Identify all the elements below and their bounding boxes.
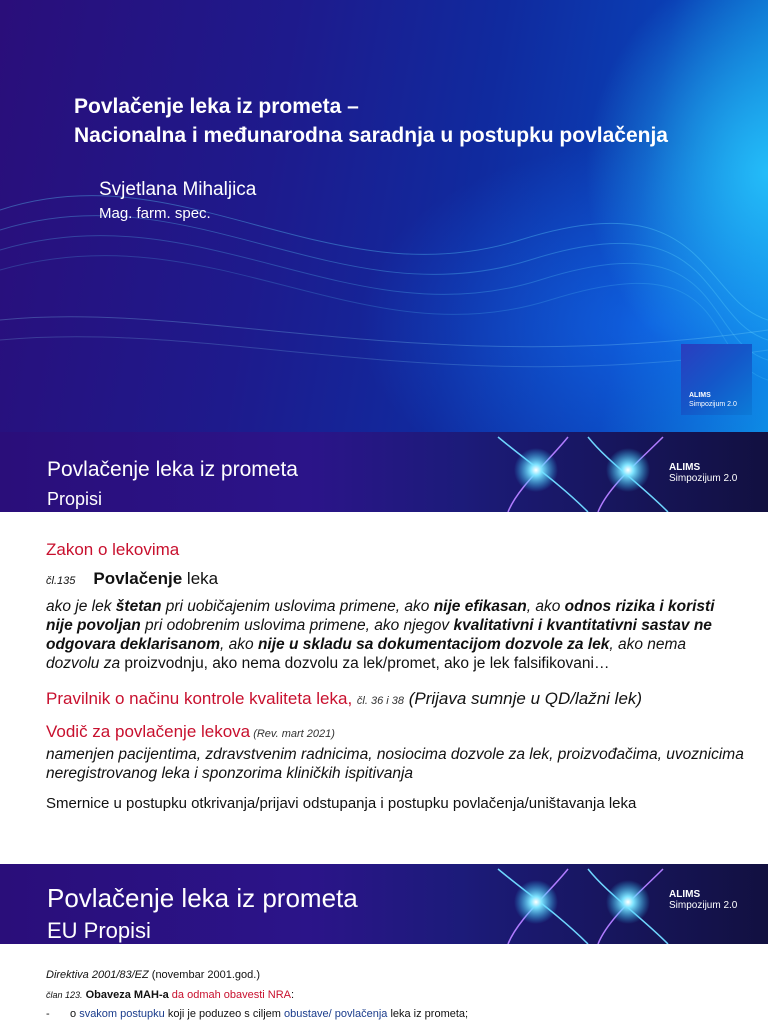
rulebook-note: (Prijava sumnje u QD/lažni lek) (403, 689, 643, 708)
guide-line (46, 722, 335, 742)
article-rest: leka (182, 569, 219, 588)
bullet-highlight-1: svakom postupku (79, 1008, 165, 1020)
guide-title: Vodič za povlačenje lekova (46, 722, 251, 741)
presentation-title (74, 92, 668, 150)
logo-line-2: Simpozijum 2.0 (689, 401, 737, 408)
article-heading (46, 569, 218, 589)
cond-bold-4: kvalitativni i kvantitativni sastav ne odgovara deklarisanom (46, 617, 712, 653)
directive-name: Direktiva 2001/83/EZ (46, 969, 149, 981)
obligation-colon: : (291, 989, 295, 1001)
article-number: član 123. (46, 990, 83, 1000)
cond-bold-5: nije u skladu sa dokumentacijom dozvole za lek (257, 636, 610, 653)
section-header-propisi (0, 432, 768, 512)
brand-line-1: ALIMS (669, 462, 701, 473)
article-number: čl.135 (46, 575, 76, 587)
title-line-1: Povlačenje leka iz prometa – (74, 95, 359, 118)
alims-logo (681, 344, 752, 415)
article-line (46, 989, 294, 1001)
rulebook-articles: čl. 36 i 38 (356, 695, 404, 707)
header-subtitle: EU Propisi (47, 918, 151, 943)
bullet-mid: koji je poduzeo s ciljem (164, 1008, 285, 1020)
obligation-label: Obaveza MAH-a (82, 989, 169, 1001)
brand-label (669, 889, 737, 911)
directive-line (46, 969, 260, 981)
cond-bold-3: odnos rizika i koristi nije povoljan (46, 598, 715, 634)
section-header-eu-propisi (0, 864, 768, 944)
brand-label (669, 462, 737, 484)
starburst-decoration (488, 864, 678, 944)
bullet-o: o (70, 1008, 80, 1020)
eu-propisi-content (0, 944, 768, 1024)
cond-bold-2: nije efikasan (433, 598, 527, 615)
cond-text-4: pri odobrenim uslovima primene, ako njegov (140, 617, 454, 634)
law-heading: Zakon o lekovima (46, 540, 180, 559)
starburst-decoration (488, 432, 678, 512)
rulebook-title: Pravilnik o načinu kontrole kvaliteta leka (46, 689, 348, 708)
cond-text-3: , ako (526, 598, 565, 615)
bullet-highlight-2: obustave/ povlačenja (284, 1008, 388, 1020)
rulebook-line (46, 689, 642, 709)
title-slide (0, 0, 768, 432)
brand-line-1: ALIMS (669, 889, 701, 900)
cond-bold-1: štetan (115, 598, 162, 615)
logo-line-1: ALIMS (689, 392, 711, 399)
guidelines-text: Smernice u postupku otkrivanja/prijavi odstupanja i postupku povlačenja/uništavanja leka (46, 795, 637, 812)
withdrawal-conditions (46, 597, 736, 673)
rulebook-separator: , (347, 689, 357, 708)
header-title: Povlačenje leka iz prometa (47, 883, 358, 913)
cond-text-upright: proizvodnju, ako nema dozvolu za lek/promet, ako je lek falsifikovani… (120, 655, 610, 672)
cond-text-5: , ako (220, 636, 258, 653)
brand-line-2: Simpozijum 2.0 (669, 900, 738, 911)
obligation-red: da odmah obavesti NRA (168, 989, 292, 1001)
cond-text-1: ako je lek (46, 598, 116, 615)
article-keyword: Povlačenje (93, 569, 183, 588)
list-item (46, 1008, 468, 1020)
bullet-end: leka iz prometa; (387, 1008, 469, 1020)
author-degree: Mag. farm. spec. (99, 205, 211, 222)
brand-line-2: Simpozijum 2.0 (669, 473, 738, 484)
header-title: Povlačenje leka iz prometa (47, 458, 298, 481)
guide-audience: namenjen pacijentima, zdravstvenim radnicima, nosiocima dozvole za lek, proizvođačima, uvoznicima neregistrovanog leka i sponzorima kliničkih ispitivanja (46, 746, 744, 782)
cond-text-2: pri uobičajenim uslovima primene, ako (161, 598, 434, 615)
header-subtitle: Propisi (47, 489, 103, 509)
directive-date: (novembar 2001.god.) (148, 969, 261, 981)
cond-text-6: , ako nema dozvolu za (46, 636, 687, 672)
propisi-content (0, 512, 768, 864)
title-line-2: Nacionalna i međunarodna saradnja u postupku povlačenja (74, 124, 668, 147)
bullet-dash: - (46, 1008, 50, 1020)
author-name: Svjetlana Mihaljica (99, 179, 257, 200)
guide-revision: (Rev. mart 2021) (250, 728, 335, 740)
